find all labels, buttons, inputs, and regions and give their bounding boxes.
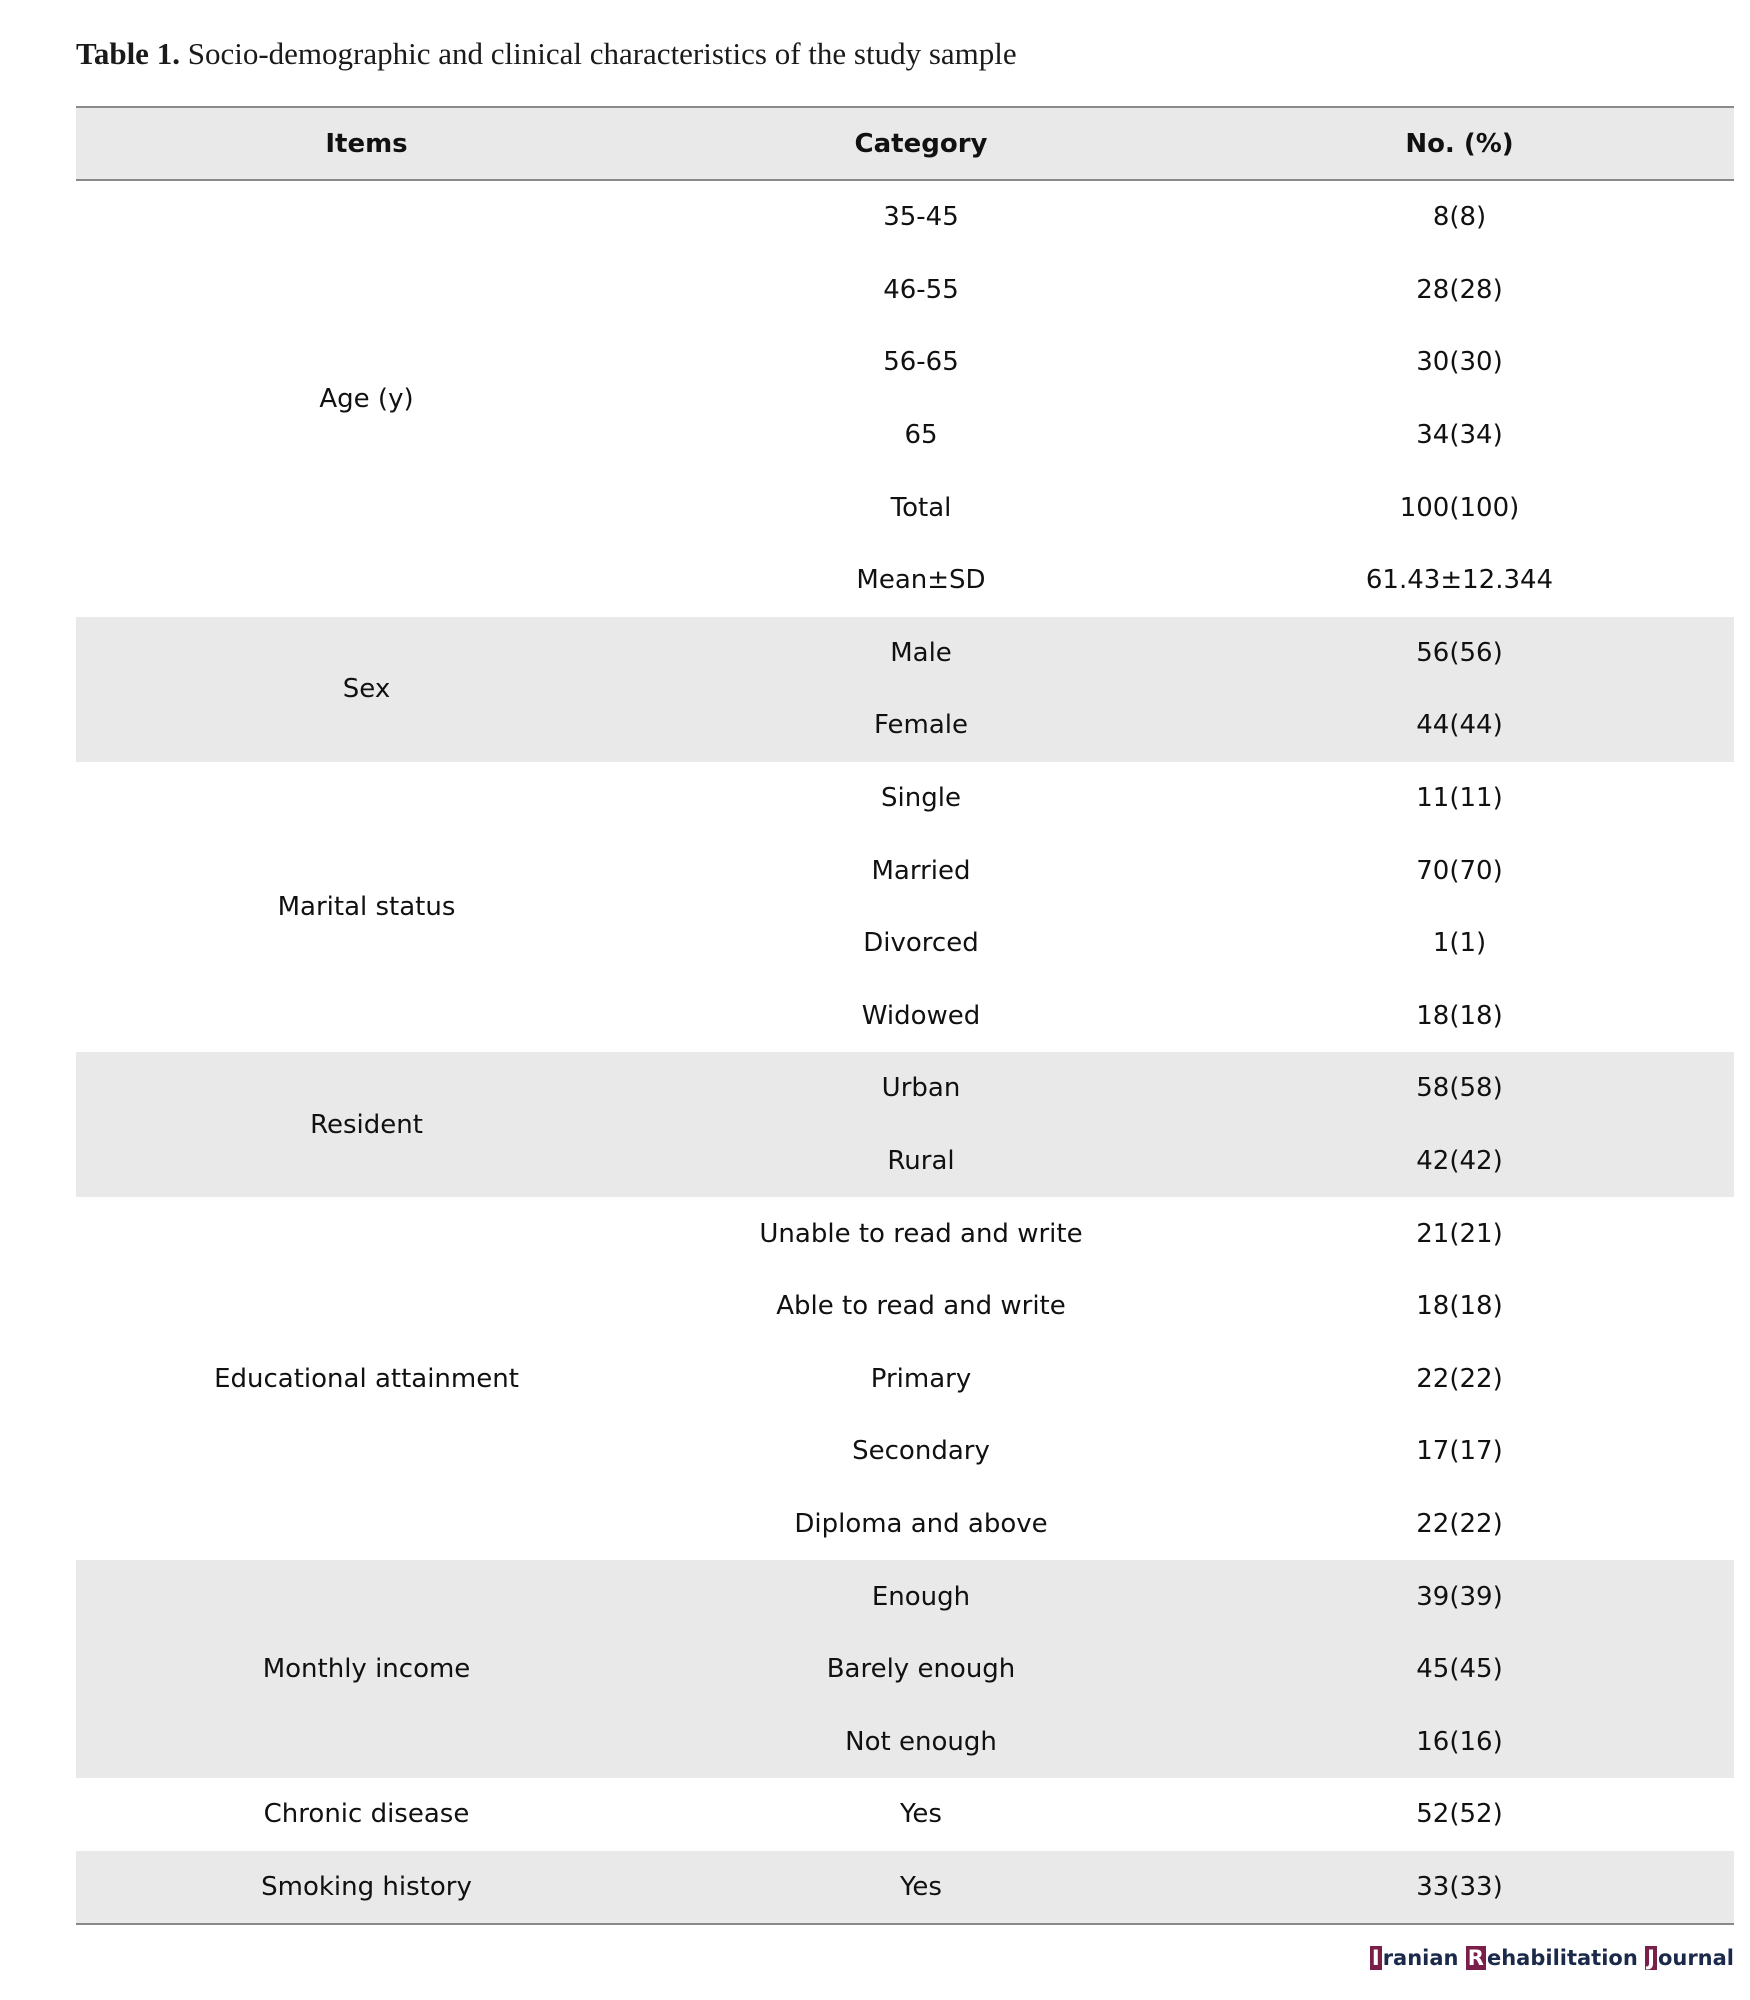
category-cell: Primary	[870, 1363, 972, 1394]
table-caption-label: Table 1.	[76, 36, 180, 71]
count-percent-cell: 34(34)	[1416, 420, 1503, 451]
table-caption	[76, 36, 1017, 72]
table-row	[76, 762, 1734, 835]
category-cell: Rural	[887, 1146, 955, 1177]
table-row	[76, 1851, 1734, 1925]
brand-word: ournal	[1657, 1946, 1734, 1970]
brand-initial: R	[1467, 1946, 1484, 1970]
count-percent-cell: 22(22)	[1416, 1508, 1503, 1539]
table-row	[76, 1052, 1734, 1125]
count-percent-cell: 8(8)	[1432, 202, 1487, 233]
count-percent-cell: 42(42)	[1416, 1146, 1503, 1177]
count-percent-cell: 16(16)	[1416, 1726, 1503, 1757]
category-cell: Diploma and above	[794, 1508, 1048, 1539]
count-percent-cell: 39(39)	[1416, 1581, 1503, 1612]
table-body	[76, 180, 1734, 1924]
count-percent-cell: 61.43±12.344	[1365, 565, 1554, 596]
category-cell: Urban	[881, 1073, 961, 1104]
count-percent-cell: 17(17)	[1416, 1436, 1503, 1467]
table-row	[76, 180, 1734, 254]
category-cell: Widowed	[861, 1000, 981, 1031]
brand-initial: I	[1371, 1946, 1380, 1970]
journal-brand	[1370, 1946, 1734, 1970]
item-cell: Chronic disease	[263, 1799, 470, 1830]
table-row	[76, 1560, 1734, 1633]
count-percent-cell: 45(45)	[1416, 1654, 1503, 1685]
category-cell: Enough	[871, 1581, 971, 1612]
item-cell: Marital status	[277, 891, 456, 922]
category-cell: Unable to read and write	[759, 1218, 1083, 1249]
category-cell: Able to read and write	[776, 1291, 1066, 1322]
category-cell: Yes	[900, 1799, 942, 1830]
header-category: Category	[657, 107, 1185, 180]
count-percent-cell: 30(30)	[1416, 347, 1503, 378]
brand-initial: J	[1647, 1946, 1655, 1970]
item-cell: Sex	[342, 674, 391, 705]
category-cell: Secondary	[852, 1436, 990, 1467]
category-cell: Not enough	[845, 1726, 997, 1757]
table-header-row	[76, 107, 1734, 180]
category-cell: 35-45	[883, 202, 959, 233]
category-cell: Married	[871, 855, 971, 886]
count-percent-cell: 70(70)	[1416, 855, 1503, 886]
category-cell: Mean±SD	[856, 565, 986, 596]
count-percent-cell: 33(33)	[1185, 1851, 1734, 1925]
item-cell: Resident	[310, 1109, 423, 1140]
item-cell: Monthly income	[262, 1654, 471, 1685]
category-cell: Barely enough	[826, 1654, 1016, 1685]
count-percent-cell: 44(44)	[1416, 710, 1503, 741]
category-cell: 56-65	[883, 347, 959, 378]
item-cell: Smoking history	[76, 1851, 657, 1925]
category-cell: Total	[890, 492, 952, 523]
category-cell: 46-55	[883, 274, 959, 305]
category-cell: Female	[873, 710, 968, 741]
count-percent-cell: 18(18)	[1416, 1000, 1503, 1031]
item-cell: Educational attainment	[214, 1363, 519, 1394]
count-percent-cell: 56(56)	[1416, 637, 1503, 668]
item-cell: Age (y)	[319, 383, 414, 414]
count-percent-cell: 11(11)	[1416, 783, 1503, 814]
count-percent-cell: 22(22)	[1416, 1363, 1503, 1394]
category-cell: Yes	[657, 1851, 1185, 1925]
category-cell: Divorced	[863, 928, 979, 959]
count-percent-cell: 18(18)	[1416, 1291, 1503, 1322]
count-percent-cell: 52(52)	[1416, 1799, 1503, 1830]
count-percent-cell: 58(58)	[1416, 1073, 1503, 1104]
table-row	[76, 1197, 1734, 1270]
table-row	[76, 617, 1734, 690]
count-percent-cell: 100(100)	[1399, 492, 1520, 523]
characteristics-table	[76, 106, 1734, 1925]
count-percent-cell: 1(1)	[1432, 928, 1487, 959]
category-cell: Male	[890, 637, 952, 668]
brand-word: ranian	[1382, 1946, 1466, 1970]
table-row	[76, 1778, 1734, 1851]
category-cell: Single	[881, 783, 961, 814]
table-caption-text: Socio-demographic and clinical characteristics of the study sample	[187, 36, 1017, 71]
header-items: Items	[76, 107, 657, 180]
category-cell: 65	[904, 420, 938, 451]
header-count-percent: No. (%)	[1185, 107, 1734, 180]
count-percent-cell: 28(28)	[1416, 274, 1503, 305]
brand-word: ehabilitation	[1486, 1946, 1646, 1970]
count-percent-cell: 21(21)	[1416, 1218, 1503, 1249]
